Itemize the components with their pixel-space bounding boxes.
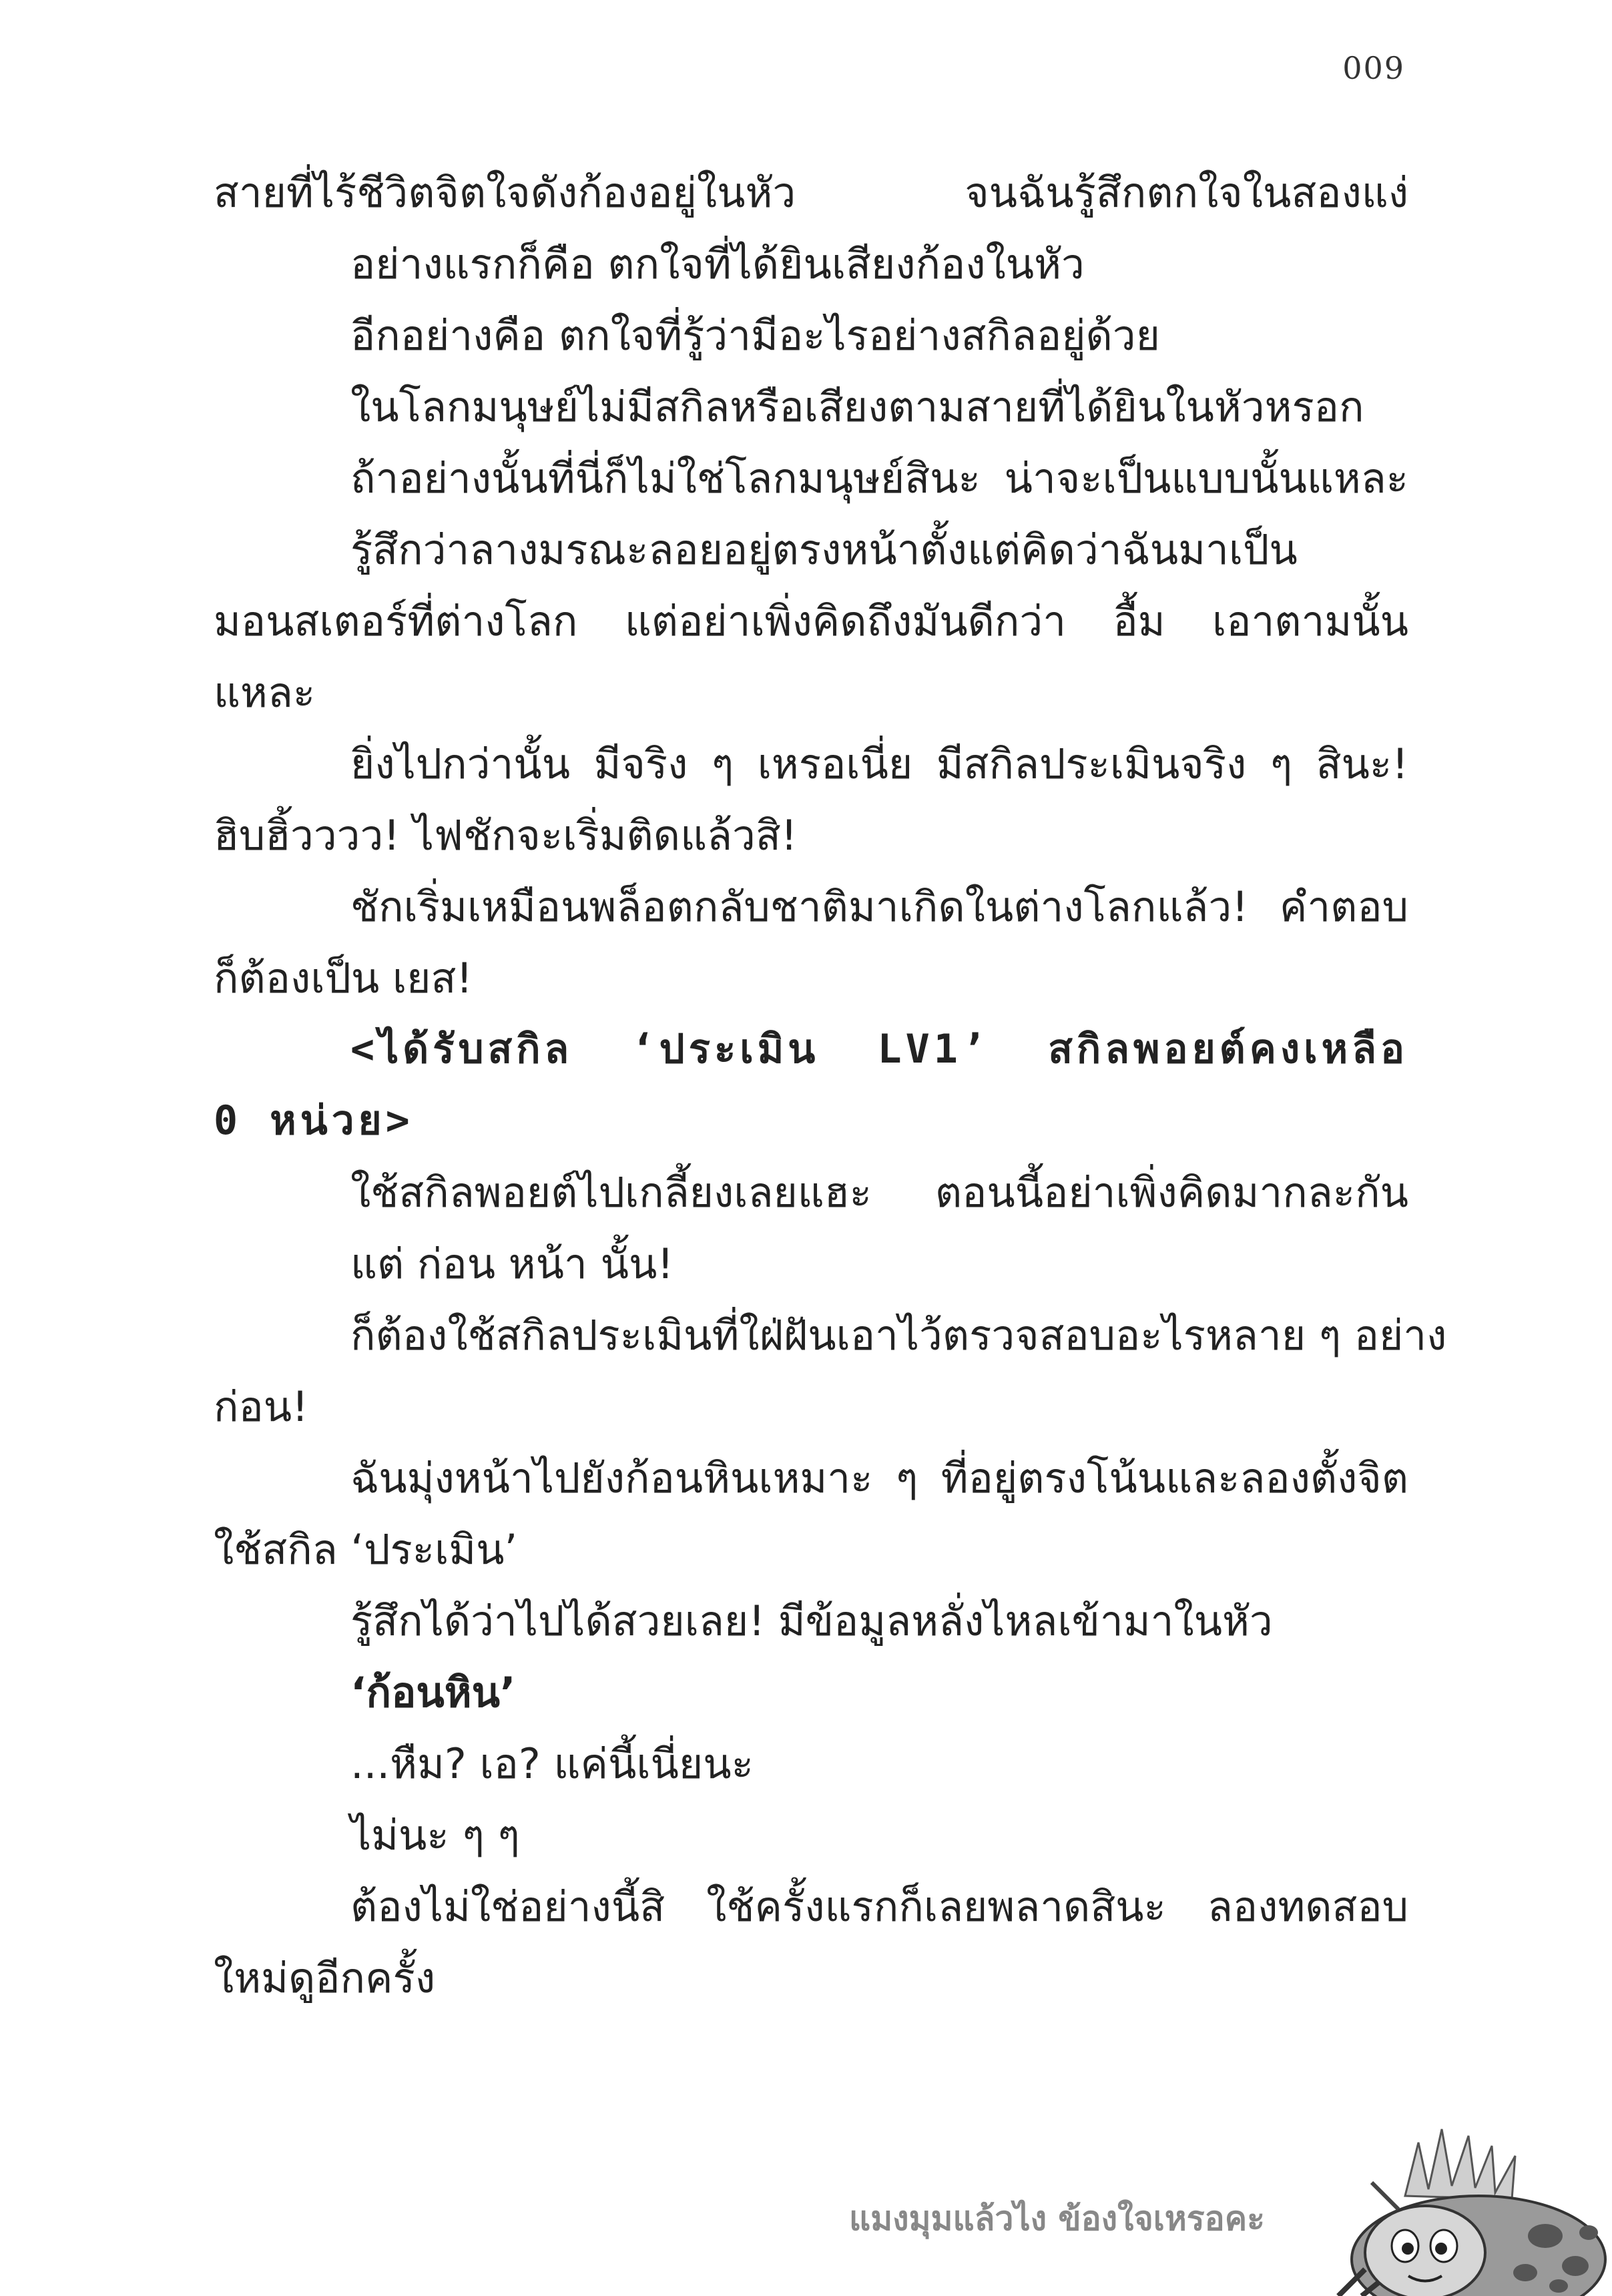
- system-message-line: 0 หน่วย>: [214, 1097, 414, 1144]
- text-line: สายที่ไร้ชีวิตจิตใจดังก้องอยู่ในหัว จนฉันรู้สึกตกใจในสองแง่: [214, 168, 1408, 217]
- spider-mascot-icon: [1325, 2116, 1612, 2296]
- text-line: แต่ ก่อน หน้า นั้น!: [350, 1239, 674, 1288]
- text-line: ก็ต้องเป็น เยส!: [214, 954, 473, 1002]
- text-line: ชักเริ่มเหมือนพล็อตกลับชาติมาเกิดในต่างโลกแล้ว! คำตอบ: [350, 882, 1408, 931]
- text-line: ฉันมุ่งหน้าไปยังก้อนหินเหมาะ ๆ ที่อยู่ตรงโน้นและลองตั้งจิต: [350, 1454, 1408, 1502]
- page-number: 009: [1342, 50, 1405, 86]
- text-line: ยิ่งไปกว่านั้น มีจริง ๆ เหรอเนี่ย มีสกิลประเมินจริง ๆ สินะ!: [350, 740, 1408, 788]
- text-line: อย่างแรกก็คือ ตกใจที่ได้ยินเสียงก้องในหัว: [350, 240, 1085, 288]
- text-line: มอนสเตอร์ที่ต่างโลก แต่อย่าเพิ่งคิดถึงมันดีกว่า อื้ม เอาตามนั้น: [214, 597, 1408, 645]
- text-line: ต้องไม่ใช่อย่างนี้สิ ใช้ครั้งแรกก็เลยพลาดสินะ ลองทดสอบ: [350, 1882, 1408, 1931]
- text-line: ใหม่ดูอีกครั้ง: [214, 1954, 436, 2002]
- text-line: อีกอย่างคือ ตกใจที่รู้ว่ามีอะไรอย่างสกิลอยู่ด้วย: [350, 311, 1160, 360]
- text-line: ...หืม? เอ? แค่นี้เนี่ยนะ: [350, 1739, 754, 1788]
- skill-result-line: ‘ก้อนหิน’: [350, 1668, 516, 1717]
- text-line: ฮิบฮิ้วววว! ไฟชักจะเริ่มติดแล้วสิ!: [214, 811, 798, 860]
- text-line: ใช้สกิล ‘ประเมิน’: [214, 1525, 518, 1574]
- text-line: รู้สึกว่าลางมรณะลอยอยู่ตรงหน้าตั้งแต่คิดว่าฉันมาเป็น: [350, 525, 1298, 574]
- page-footer: [0, 2169, 1612, 2296]
- book-title: แมงมุมแล้วไง ข้องใจเหรอคะ: [849, 2199, 1265, 2238]
- text-line: ก็ต้องใช้สกิลประเมินที่ใฝ่ฝันเอาไว้ตรวจสอบอะไรหลาย ๆ อย่าง: [350, 1311, 1447, 1360]
- text-line: แหละ: [214, 668, 316, 717]
- text-line: ในโลกมนุษย์ไม่มีสกิลหรือเสียงตามสายที่ได้ยินในหัวหรอก: [350, 382, 1364, 431]
- text-line: ไม่นะ ๆ ๆ: [350, 1811, 520, 1859]
- text-line: ก่อน!: [214, 1382, 309, 1431]
- system-message-line: <ได้รับสกิล ‘ประเมิน LV1’ สกิลพอยต์คงเหลือ: [350, 1026, 1408, 1073]
- text-line: ถ้าอย่างนั้นที่นี่ก็ไม่ใช่โลกมนุษย์สินะ น่าจะเป็นแบบนั้นแหละ: [350, 454, 1408, 503]
- text-line: ใช้สกิลพอยต์ไปเกลี้ยงเลยแฮะ ตอนนี้อย่าเพิ่งคิดมากละกัน: [350, 1168, 1408, 1217]
- body-text: [214, 157, 1447, 2014]
- text-line: รู้สึกได้ว่าไปได้สวยเลย! มีข้อมูลหลั่งไหลเข้ามาในหัว: [350, 1597, 1273, 1645]
